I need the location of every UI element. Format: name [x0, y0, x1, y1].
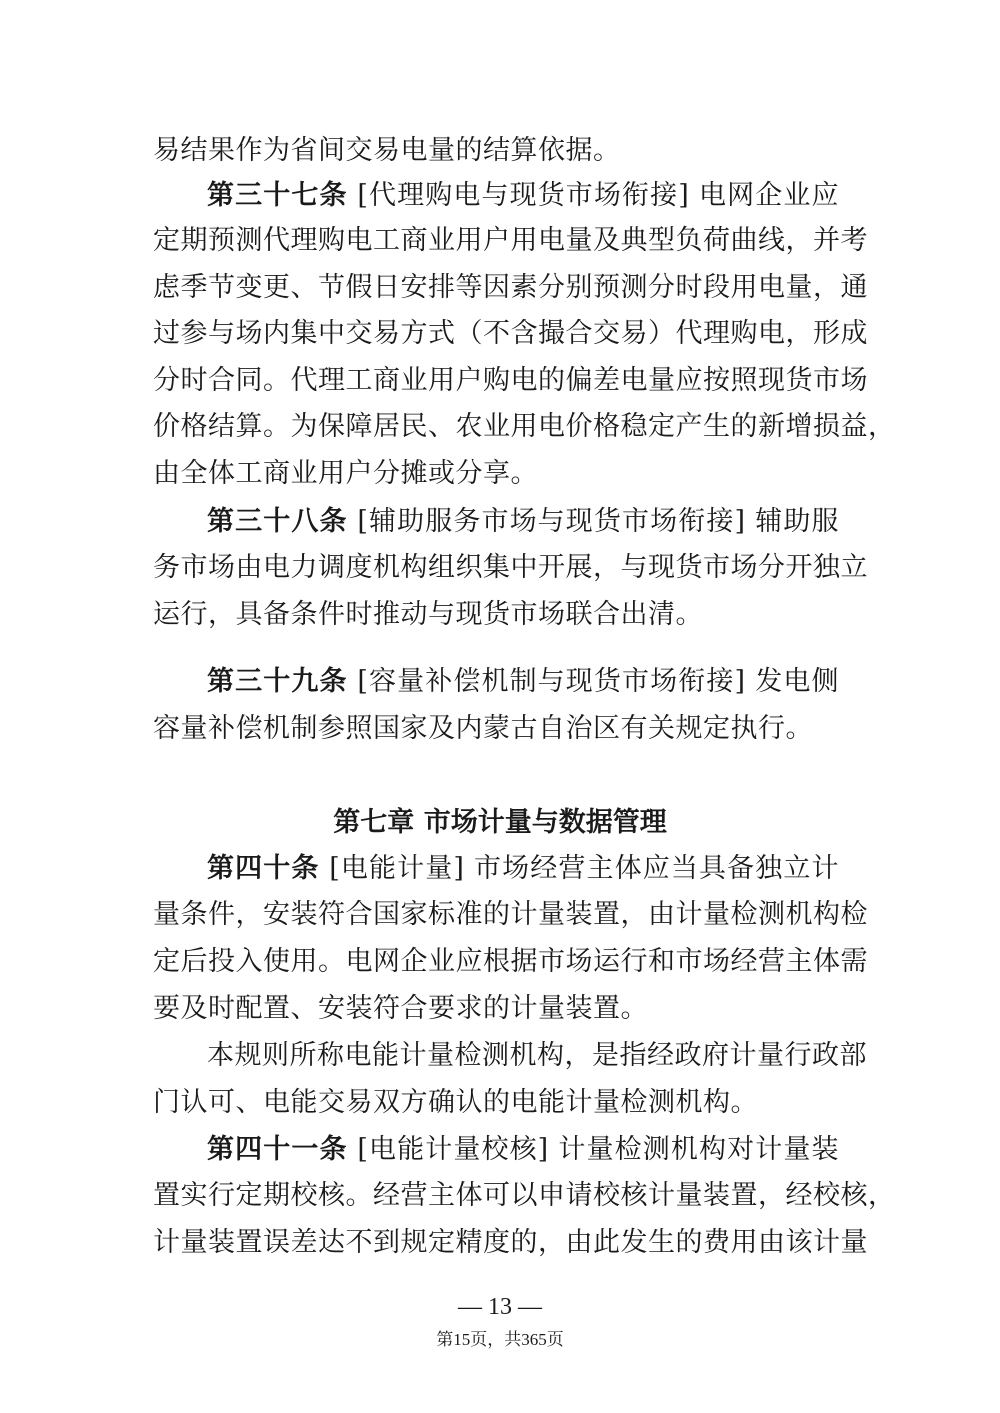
text-line: 计量装置误差达不到规定精度的，由此发生的费用由该计量: [153, 1227, 868, 1258]
text-line: 易结果作为省间交易电量的结算依据。: [153, 135, 621, 166]
article-38-line: [207, 502, 839, 542]
text-line: 分时合同。代理工商业用户购电的偏差电量应按照现货市场: [153, 365, 868, 396]
article-heading: 第三十八条: [207, 506, 348, 537]
text-line: 虑季节变更、节假日安排等因素分别预测分时段用电量，通: [153, 272, 868, 303]
text-line: 要及时配置、安装符合要求的计量装置。: [153, 993, 648, 1024]
article-37-line: [207, 176, 839, 216]
article-41-line: [207, 1130, 839, 1170]
article-text: [辅助服务市场与现货市场衔接] 辅助服: [357, 506, 839, 537]
page-info: 第15页，共365页: [436, 1330, 564, 1349]
text-line: 定期预测代理购电工商业用户用电量及典型负荷曲线，并考: [153, 225, 868, 256]
text-line: 门认可、电能交易双方确认的电能计量检测机构。: [153, 1087, 758, 1118]
article-heading: 第四十一条: [207, 1134, 348, 1165]
article-text: [电能计量] 市场经营主体应当具备独立计: [329, 853, 839, 884]
article-40-line: [207, 849, 839, 889]
chapter-title: 第七章 市场计量与数据管理: [333, 807, 667, 838]
page-number: — 13 —: [458, 1294, 542, 1320]
article-heading: 第三十九条: [207, 666, 348, 697]
text-line: 由全体工商业用户分摊或分享。: [153, 458, 538, 489]
text-line: 容量补偿机制参照国家及内蒙古自治区有关规定执行。: [153, 713, 813, 744]
text-line: 过参与场内集中交易方式（不含撮合交易）代理购电，形成: [153, 318, 868, 349]
article-text: [容量补偿机制与现货市场衔接] 发电侧: [357, 666, 839, 697]
article-text: [电能计量校核] 计量检测机构对计量装: [357, 1134, 839, 1165]
text-line: 定后投入使用。电网企业应根据市场运行和市场经营主体需: [153, 946, 868, 977]
text-line: 置实行定期校核。经营主体可以申请校核计量装置，经校核，: [153, 1180, 896, 1211]
text-line: 量条件，安装符合国家标准的计量装置，由计量检测机构检: [153, 899, 868, 930]
text-line: 运行，具备条件时推动与现货市场联合出清。: [153, 599, 703, 630]
article-text: [代理购电与现货市场衔接] 电网企业应: [357, 180, 839, 211]
article-heading: 第三十七条: [207, 180, 348, 211]
article-39-line: [207, 662, 839, 702]
text-line: 务市场由电力调度机构组织集中开展，与现货市场分开独立: [153, 552, 868, 583]
text-line: 价格结算。为保障居民、农业用电价格稳定产生的新增损益，: [153, 411, 896, 442]
article-heading: 第四十条: [207, 853, 320, 884]
text-line: 本规则所称电能计量检测机构，是指经政府计量行政部: [207, 1040, 867, 1071]
